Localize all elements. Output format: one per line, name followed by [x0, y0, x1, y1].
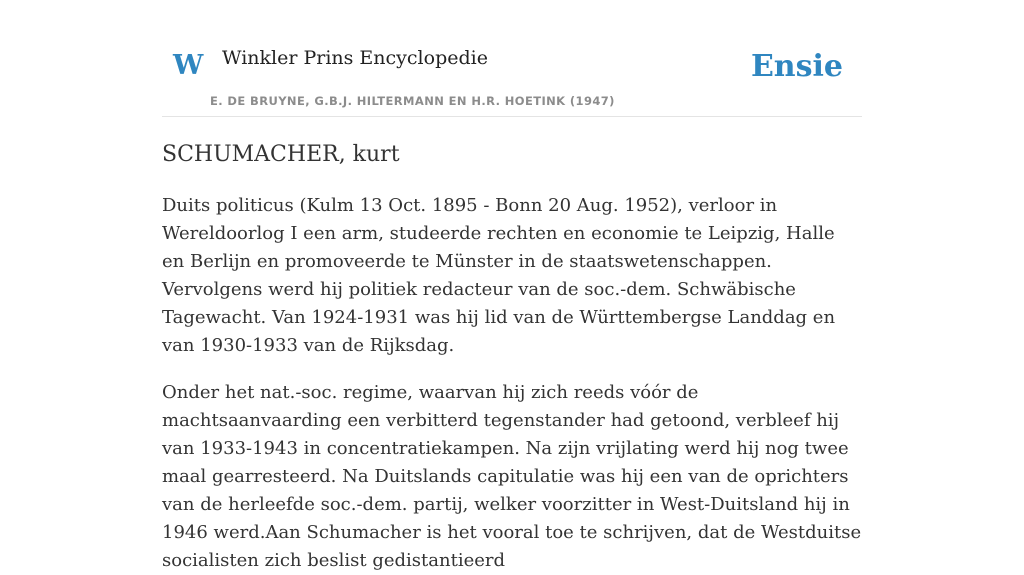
source-logo-icon[interactable]: W: [173, 50, 204, 81]
article-title: SCHUMACHER, kurt: [162, 142, 400, 167]
article-paragraph-2: Onder het nat.-soc. regime, waarvan hij zich reeds vóór de machtsaanvaarding een verbitterd tegenstander had getoond, verbleef hij van 1933-1943 in concentratiekampen. Na zijn vrijlating werd hij nog twee maal gearresteerd. Na Duitslands capitulatie was hij een van de oprichters van de herleefde soc.-dem. partij, welker voorzitter in West-Duitsland hij in 1946 werd.Aan Schumacher is het vooral toe te schrijven, dat de Westduitse socialisten zich beslist gedistantieerd: [162, 382, 862, 571]
page-header: [162, 0, 862, 117]
article-paragraph-1: Duits politicus (Kulm 13 Oct. 1895 - Bonn 20 Aug. 1952), verloor in Wereldoorlog I een arm, studeerde rechten en economie te Leipzig, Halle en Berlijn en promoveerde te Münster in de staatswetenschappen. Vervolgens werd hij politiek redacteur van de soc.-dem. Schwäbische Tagewacht. Van 1924-1931 was hij lid van de Württembergse Landdag en van 1930-1933 van de Rijksdag.: [162, 195, 836, 356]
brand-logo[interactable]: Ensie: [750, 49, 843, 84]
source-title[interactable]: Winkler Prins Encyclopedie: [222, 47, 488, 69]
article: [162, 138, 862, 575]
source-authors: E. DE BRUYNE, G.B.J. HILTERMANN EN H.R. HOETINK (1947): [210, 94, 615, 108]
